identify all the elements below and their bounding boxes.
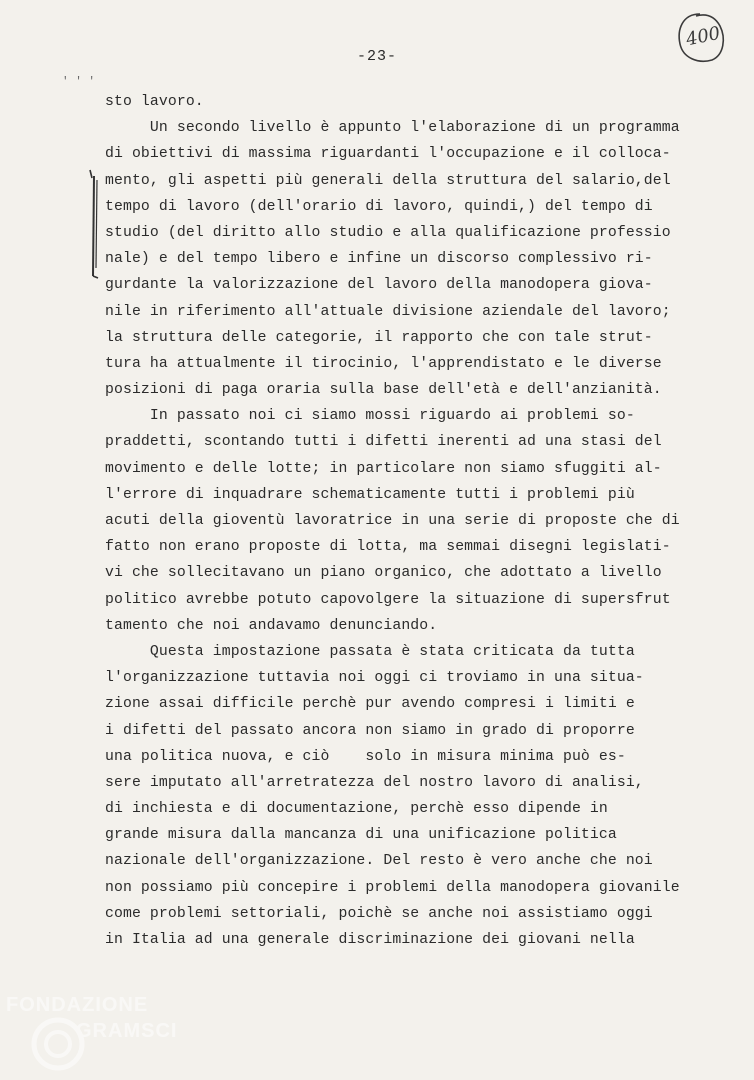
text-line: sto lavoro. — [105, 94, 204, 110]
archive-watermark — [6, 994, 206, 1074]
handwritten-page-annotation: 400 — [684, 22, 723, 51]
text-line: gurdante la valorizzazione del lavoro della manodopera giova- — [105, 277, 653, 294]
text-line: come problemi settoriali, poichè se anche noi assistiamo oggi — [105, 905, 653, 922]
text-line: nile in riferimento all'attuale divisione aziendale del lavoro; — [105, 303, 671, 320]
watermark-text: FONDAZIONE — [6, 994, 149, 1016]
text-line: la struttura delle categorie, il rapporto che con tale strut- — [105, 329, 653, 346]
text-line: Questa impostazione passata è stata criticata da tutta — [105, 643, 635, 660]
text-line: movimento e delle lotte; in particolare non siamo sfuggiti al- — [105, 460, 662, 477]
watermark-emblem-icon — [28, 1014, 88, 1074]
text-line: l'errore di inquadrare schematicamente tutti i problemi più — [105, 486, 635, 503]
text-line: zione assai difficile perchè pur avendo compresi i limiti e — [105, 696, 635, 713]
text-line: tamento che noi andavamo denunciando. — [105, 617, 438, 634]
text-line: sere imputato all'arretratezza del nostro lavoro di analisi, — [105, 774, 644, 791]
text-line: grande misura dalla mancanza di una unificazione politica — [105, 827, 617, 844]
text-line: praddetti, scontando tutti i difetti inerenti ad una stasi del — [105, 434, 662, 451]
watermark-text: GRAMSCI — [76, 1020, 178, 1042]
text-line: di inchiesta e di documentazione, perchè esso dipende in — [105, 801, 608, 818]
text-line: tempo di lavoro (dell'orario di lavoro, quindi,) del tempo di — [105, 198, 653, 215]
text-line: politico avrebbe potuto capovolgere la situazione di supersfrut — [105, 591, 671, 608]
margin-marks: ' ' ' — [62, 76, 96, 88]
page-number: -23- — [356, 48, 397, 65]
text-line: mento, gli aspetti più generali della struttura del salario,del — [105, 172, 671, 189]
text-line: tura ha attualmente il tirocinio, l'apprendistato e le diverse — [105, 355, 662, 372]
typewritten-body — [105, 89, 725, 953]
text-line: di obiettivi di massima riguardanti l'occupazione e il colloca- — [105, 146, 671, 163]
text-line: una politica nuova, e ciò solo in misura minima può es- — [105, 748, 626, 765]
text-line: posizioni di paga oraria sulla base dell'età e dell'anzianità. — [105, 382, 662, 399]
text-line: i difetti del passato ancora non siamo in grado di proporre — [105, 722, 635, 739]
text-line: Un secondo livello è appunto l'elaborazione di un programma — [105, 120, 680, 137]
text-line: nazionale dell'organizzazione. Del resto è vero anche che noi — [105, 853, 653, 870]
text-line: fatto non erano proposte di lotta, ma semmai disegni legislati- — [105, 539, 671, 556]
text-line: nale) e del tempo libero e infine un discorso complessivo ri- — [105, 251, 653, 268]
text-line: vi che sollecitavano un piano organico, che adottato a livello — [105, 565, 662, 582]
text-line: in Italia ad una generale discriminazione dei giovani nella — [105, 932, 635, 948]
text-line: In passato noi ci siamo mossi riguardo ai problemi so- — [105, 408, 635, 425]
text-line: l'organizzazione tuttavia noi oggi ci troviamo in una situa- — [105, 670, 644, 687]
text-line: studio (del diritto allo studio e alla qualificazione professio — [105, 224, 671, 241]
text-line: acuti della gioventù lavoratrice in una serie di proposte che di — [105, 513, 680, 529]
text-line: non possiamo più concepire i problemi della manodopera giovanile — [105, 879, 680, 896]
margin-bracket-mark — [86, 168, 102, 280]
